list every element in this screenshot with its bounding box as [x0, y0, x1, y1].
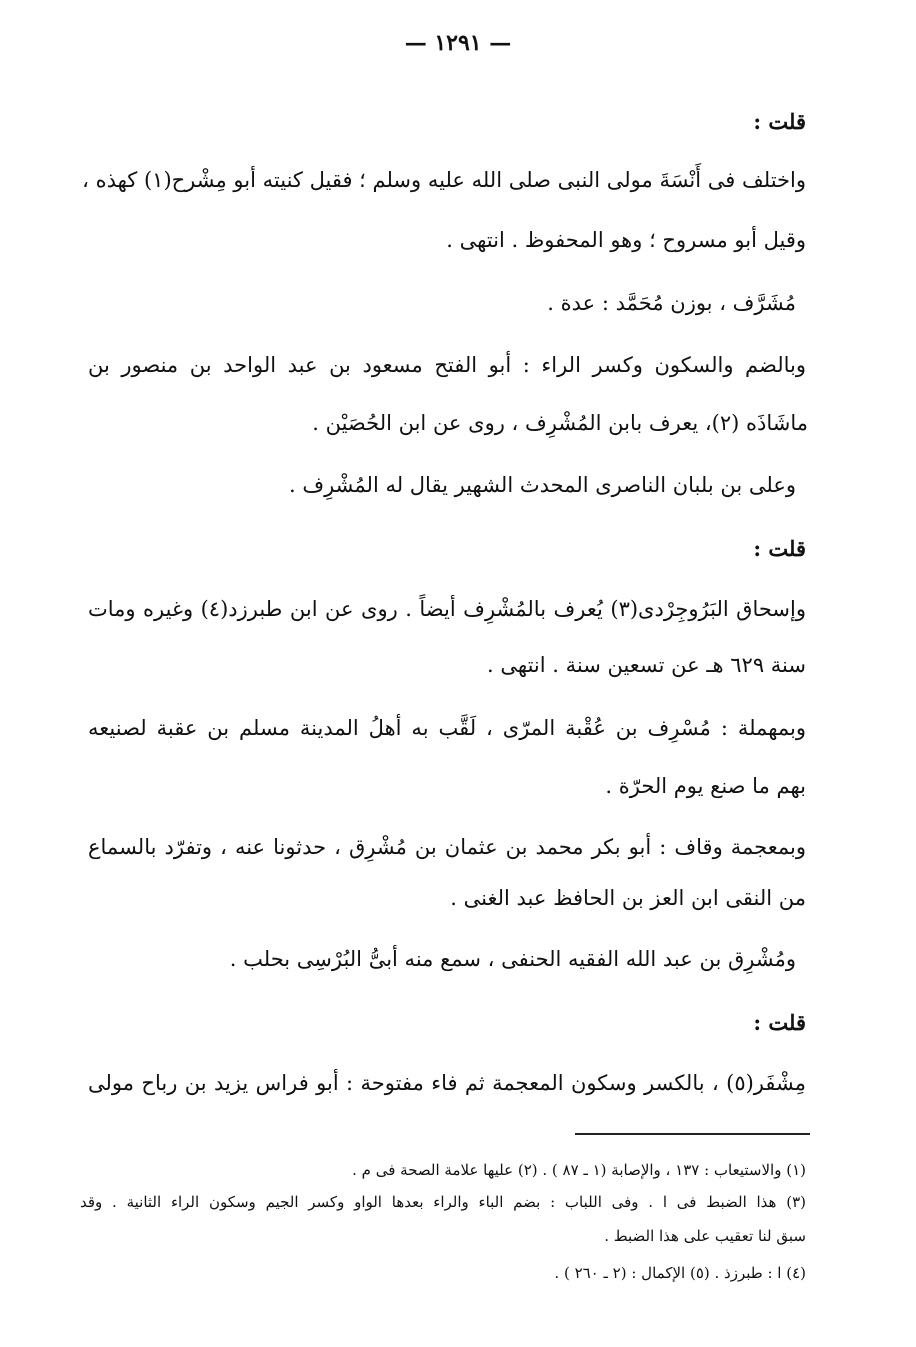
footnote-line: (١) والاستيعاب : ١٣٧ ، والإصابة (١ ـ ٨٧ ) . (٢) عليها علامة الصحة فى م .: [352, 1161, 806, 1179]
body-line: ماشَاذَه (٢)، يعرف بابن المُشْرِف ، روى عن ابن الحُصَيْن .: [312, 411, 808, 435]
body-line: ومُشْرِق بن عبد الله الفقيه الحنفى ، سمع منه أبىُّ البُرْسِى بحلب .: [229, 947, 796, 971]
body-line: وعلى بن بلبان الناصرى المحدث الشهير يقال له المُشْرِف .: [288, 473, 796, 497]
page-number: — ١٢٩١ —: [404, 30, 512, 56]
body-line: سنة ٦٢٩ هـ عن تسعين سنة . انتهى .: [487, 653, 806, 677]
footnote-line: (٤) ا : طبرزذ . (٥) الإكمال : (٢ ـ ٢٦٠ ) .: [554, 1264, 806, 1282]
footnote-line: سبق لنا تعقيب على هذا الضبط .: [604, 1227, 806, 1245]
heading-qultu: قلت :: [753, 1010, 806, 1035]
body-line: من النقى ابن العز بن الحافظ عبد الغنى .: [450, 886, 806, 910]
body-line: واختلف فى أَنْسَةَ مولى النبى صلى الله عليه وسلم ؛ فقيل كنيته أبو مِشْرح(١) كهذه ،: [82, 168, 806, 192]
body-line: مُشَرَّف ، بوزن مُحَمَّد : عدة .: [547, 291, 796, 315]
body-line: وبمعجمة وقاف : أبو بكر محمد بن عثمان بن مُشْرِق ، حدثونا عنه ، وتفرّد بالسماع: [88, 835, 806, 859]
body-line: بهم ما صنع يوم الحرّة .: [605, 774, 806, 798]
body-line: وبالضم والسكون وكسر الراء : أبو الفتح مسعود بن عبد الواحد بن منصور بن: [88, 353, 806, 377]
body-line: مِشْفَر(٥) ، بالكسر وسكون المعجمة ثم فاء مفتوحة : أبو فراس يزيد بن رباح مولى: [88, 1071, 806, 1095]
heading-qultu: قلت :: [753, 109, 806, 134]
body-line: وقيل أبو مسروح ؛ وهو المحفوظ . انتهى .: [446, 228, 806, 252]
heading-qultu: قلت :: [753, 536, 806, 561]
body-line: وإسحاق البَرُوجِرْدى(٣) يُعرف بالمُشْرِف أيضاً . روى عن ابن طبرزد(٤) وغيره ومات: [88, 597, 806, 621]
footnote-divider: [575, 1133, 810, 1135]
body-line: وبمهملة : مُسْرِف بن عُقْبة المرّى ، لَقَّب به أهلُ المدينة مسلم بن عقبة لصنيعه: [88, 716, 806, 740]
footnote-line: (٣) هذا الضبط فى ا . وفى اللباب : بضم الباء والراء بعدها الواو وكسر الجيم وسكون الراء الثانية . وقد: [80, 1193, 806, 1211]
